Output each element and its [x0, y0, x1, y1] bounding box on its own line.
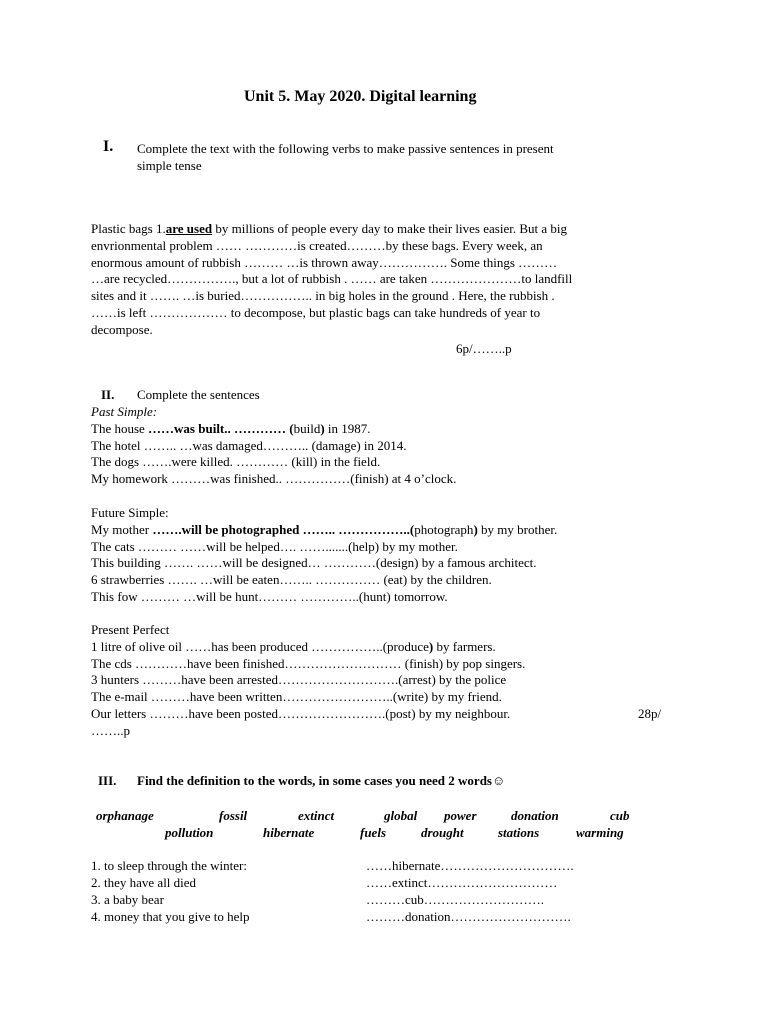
sentence-line: The cats ……… ……will be helped…. …….......(help) by my mother. — [91, 538, 458, 554]
text-fragment: ) — [428, 638, 434, 654]
definition-answer: ………cub………………………. — [366, 892, 545, 907]
future-simple-label: Future Simple: — [91, 505, 169, 520]
text-fragment: 1 litre of olive oil ……has been produced ……………..(produce — [91, 638, 429, 654]
paragraph-line: sites and it ……. …is buried…………….. in big holes in the ground . Here, the rubbish . — [91, 288, 555, 304]
sentence-line: Our letters ………have been posted…………………….(post) by my neighbour. — [91, 705, 511, 721]
present-perfect-block — [91, 622, 525, 740]
section-2-score-a: 28p/ — [638, 706, 662, 721]
paragraph-line: envrionmental problem …… …………is created………by these bags. Every week, an — [91, 237, 543, 253]
past-simple-label: Past Simple: — [91, 404, 158, 419]
word-global: global — [384, 808, 418, 823]
word-power: power — [444, 808, 477, 823]
answer-example: are used — [165, 221, 213, 236]
page-title: Unit 5. May 2020. Digital learning — [244, 88, 477, 105]
section-3-instruction: Find the definition to the words, in some cases you need 2 words☺ — [137, 773, 506, 788]
text-fragment: My mother — [91, 521, 153, 537]
word-cub: cub — [610, 808, 630, 823]
text-fragment: build — [293, 420, 321, 436]
text-fragment: The house — [91, 420, 149, 436]
word-fossil: fossil — [219, 808, 248, 823]
word-stations: stations — [498, 825, 540, 840]
sentence-line: The e-mail ………have been written……………………..(write) by my friend. — [91, 689, 502, 705]
definition-answer: ……extinct………………………… — [366, 875, 558, 890]
section-2-score-b: ……..p — [91, 722, 130, 738]
sentence-line — [91, 522, 557, 539]
text-fragment: ) — [473, 521, 478, 537]
sentence-line: The cds …………have been finished……………………… (finish) by pop singers. — [91, 655, 526, 671]
paragraph-line: enormous amount of rubbish ……… …is thrown away……………. Some things ……… — [91, 254, 558, 270]
word-pollution: pollution — [165, 825, 214, 840]
sentence-line: 6 strawberries ……. …will be eaten…….. …………… (eat) by the children. — [91, 572, 492, 588]
text-fragment: Plastic bags 1. — [91, 221, 166, 236]
word-extinct: extinct — [298, 808, 335, 823]
section-1-instruction — [137, 140, 554, 174]
section-1-paragraph — [91, 221, 572, 339]
present-perfect-label: Present Perfect — [91, 622, 170, 637]
word-drought: drought — [421, 825, 464, 840]
sentence-line — [91, 639, 525, 656]
text-fragment: by millions of people every day to make their lives easier. But a big — [212, 221, 567, 236]
word-fuels: fuels — [360, 825, 386, 840]
text-fragment: by farmers. — [433, 638, 496, 654]
text-fragment: by my brother. — [477, 521, 558, 537]
word-hibernate: hibernate — [263, 825, 315, 840]
section-3-number: III. — [98, 773, 117, 788]
instruction-line: simple tense — [137, 158, 202, 173]
text-fragment: ) — [320, 420, 325, 436]
sentence-line: 3 hunters ………have been arrested……………………….(arrest) by the police — [91, 672, 507, 688]
paragraph-line: ……is left ……………… to decompose, but plastic bags can take hundreds of year to — [91, 304, 541, 320]
definition-text: 3. a baby bear — [91, 892, 164, 907]
sentence-line: My homework ………was finished.. ……………(finish) at 4 o’clock. — [91, 471, 457, 487]
sentence-line — [91, 421, 456, 438]
text-fragment: in 1987. — [324, 420, 371, 436]
definition-text: 1. to sleep through the winter: — [91, 858, 247, 873]
word-warming: warming — [576, 825, 624, 840]
sentence-line: This fow ……… …will be hunt……… …………..(hunt) tomorrow. — [91, 588, 448, 604]
text-fragment: photograph — [414, 521, 474, 537]
word-donation: donation — [511, 808, 559, 823]
instruction-line: Complete the text with the following verbs to make passive sentences in present — [137, 141, 554, 156]
paragraph-line: decompose. — [91, 321, 153, 337]
past-simple-block — [91, 404, 456, 488]
future-simple-block — [91, 505, 557, 606]
answer-example: ……was built.. ………… ( — [148, 420, 294, 436]
paragraph-line — [91, 221, 572, 238]
section-2-number: II. — [101, 387, 115, 402]
sentence-line: This building ……. ……will be designed… …………(design) by a famous architect. — [91, 555, 537, 571]
section-1-number: I. — [103, 138, 114, 155]
sentence-line: The hotel …….. …was damaged……….. (damage) in 2014. — [91, 437, 407, 453]
word-orphanage: orphanage — [96, 808, 154, 823]
definition-answer: ……hibernate…………………………. — [366, 858, 574, 873]
sentence-line: The dogs …….were killed. ………… (kill) in the field. — [91, 454, 381, 470]
definition-answer: ………donation………………………. — [366, 909, 571, 924]
section-1-score: 6p/……..p — [456, 341, 512, 356]
answer-example: …….will be photographed …….. ……………..( — [152, 521, 415, 537]
paragraph-line: …are recycled……………., but a lot of rubbish . …… are taken …………………to landfill — [91, 271, 573, 287]
definition-text: 2. they have all died — [91, 875, 197, 890]
section-2-instruction: Complete the sentences — [137, 387, 260, 402]
definition-text: 4. money that you give to help — [91, 909, 250, 924]
